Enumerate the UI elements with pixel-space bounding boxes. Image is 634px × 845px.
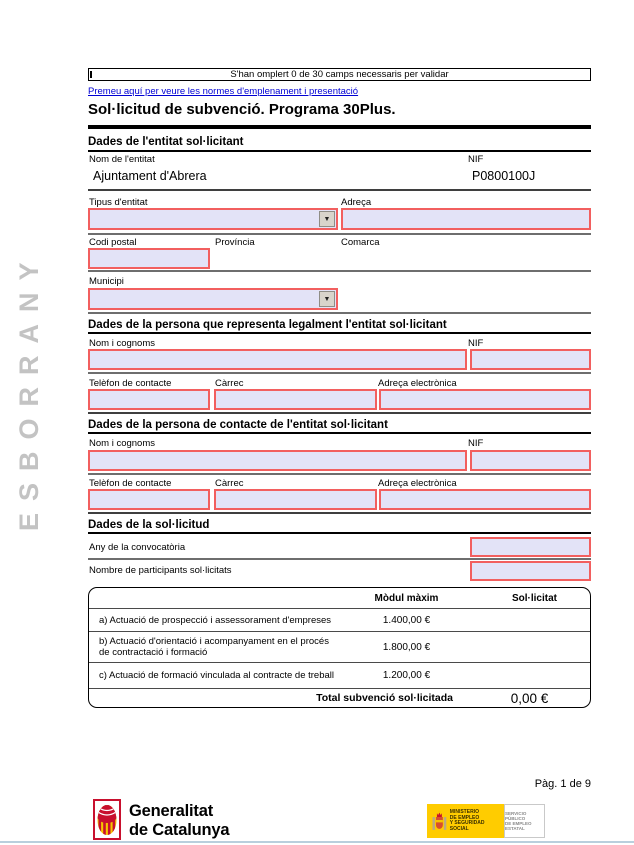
contact-position-input[interactable] [214,489,377,510]
divider [88,412,591,414]
table-header-row [89,588,590,608]
entity-type-label: Tipus d'entitat [89,197,148,208]
generalitat-logo [93,799,121,840]
legal-rep-position-input[interactable] [214,389,377,410]
postal-code-label: Codi postal [89,237,137,248]
legal-rep-phone-input[interactable] [88,389,210,410]
spain-coat-of-arms-icon [432,809,447,833]
entity-name-label: Nom de l'entitat [89,154,155,165]
form-title: Sol·licitud de subvenció. Programa 30Plus. [88,101,396,118]
section-heading-entity: Dades de l'entitat sol·licitant [88,136,244,148]
sepe-panel [504,804,545,838]
section-heading-request: Dades de la sol·licitud [88,519,210,531]
divider [88,512,591,514]
row-c-module: 1.200,00 € [382,670,431,681]
row-c-label: c) Actuació de formació vinculada al contracte de treball [99,670,334,681]
divider [88,150,591,152]
validation-progress-bar [88,68,591,81]
contact-phone-input[interactable] [88,489,210,510]
divider [88,189,591,191]
ministry-wordmark: MINISTERIO DE EMPLEO Y SEGURIDAD SOCIAL [449,809,485,832]
total-label: Total subvenció sol·licitada [316,692,453,704]
county-label: Comarca [341,237,380,248]
row-b-module: 1.800,00 € [382,641,431,653]
validation-progress-text: S'han omplert 0 de 30 camps necessaris per validar [230,69,449,80]
entity-nif-label: NIF [468,154,484,165]
table-total-row [89,688,590,707]
contact-position-label: Càrrec [215,478,244,489]
province-label: Província [215,237,255,248]
contact-name-label: Nom i cognoms [89,438,155,449]
dropdown-arrow-icon[interactable]: ▼ [319,211,335,227]
table-row [89,608,590,631]
ministry-yellow-panel [427,804,504,838]
address-input[interactable] [341,208,591,230]
norms-link[interactable]: Premeu aquí per veure les normes d'emplenament i presentació [88,86,359,97]
row-b-label: b) Actuació d'orientació i acompanyament en el procés de contractació i formació [99,636,329,658]
divider [88,432,591,434]
year-input[interactable] [470,537,591,557]
progress-tick [90,71,92,78]
address-label: Adreça [341,197,372,208]
page-bottom-edge [0,841,634,843]
divider [88,558,591,560]
contact-nif-label: NIF [468,438,484,449]
row-a-module: 1.400,00 € [382,614,431,626]
participants-label: Nombre de participants sol·licitats [89,565,232,576]
divider [88,473,591,475]
title-rule [88,125,591,129]
sepe-wordmark: SERVICIO PÚBLICO DE EMPLEO ESTATAL [505,811,532,831]
divider [88,532,591,534]
contact-phone-label: Telèfon de contacte [89,478,172,489]
entity-name-value: Ajuntament d'Abrera [93,169,207,183]
table-header-requested: Sol·licitat [511,592,557,604]
dropdown-arrow-icon[interactable]: ▼ [319,291,335,307]
divider [88,312,591,314]
entity-type-select[interactable] [88,208,338,230]
contact-email-input[interactable] [379,489,591,510]
total-value: 0,00 € [510,690,549,706]
legal-rep-position-label: Càrrec [215,378,244,389]
legal-rep-nif-input[interactable] [470,349,591,370]
municipality-label: Municipi [89,276,124,287]
legal-rep-email-label: Adreça electrònica [378,378,457,389]
page-number: Pàg. 1 de 9 [534,778,591,790]
table-row [89,631,590,662]
legal-rep-name-input[interactable] [88,349,467,370]
postal-code-input[interactable] [88,248,210,269]
participants-input[interactable] [470,561,591,581]
table-row [89,662,590,688]
legal-rep-phone-label: Telèfon de contacte [89,378,172,389]
entity-nif-value: P0800100J [472,169,536,183]
divider [88,270,591,272]
contact-nif-input[interactable] [470,450,591,471]
section-heading-contact: Dades de la persona de contacte de l'entitat sol·licitant [88,419,388,431]
amounts-table [88,587,591,708]
draft-watermark: ESBORRANY [14,250,44,532]
table-header-module: Mòdul màxim [374,592,439,604]
legal-rep-nif-label: NIF [468,338,484,349]
section-heading-legal-rep: Dades de la persona que representa legalment l'entitat sol·licitant [88,319,447,331]
row-a-label: a) Actuació de prospecció i assessorament d'empreses [99,614,332,626]
ministry-logo [427,804,545,838]
legal-rep-email-input[interactable] [379,389,591,410]
contact-email-label: Adreça electrònica [378,478,457,489]
divider [88,372,591,374]
divider [88,233,591,235]
contact-name-input[interactable] [88,450,467,471]
generalitat-wordmark: Generalitat de Catalunya [129,802,230,839]
legal-rep-name-label: Nom i cognoms [89,338,155,349]
year-label: Any de la convocatòria [89,542,186,553]
divider [88,332,591,334]
municipality-select[interactable] [88,288,338,310]
